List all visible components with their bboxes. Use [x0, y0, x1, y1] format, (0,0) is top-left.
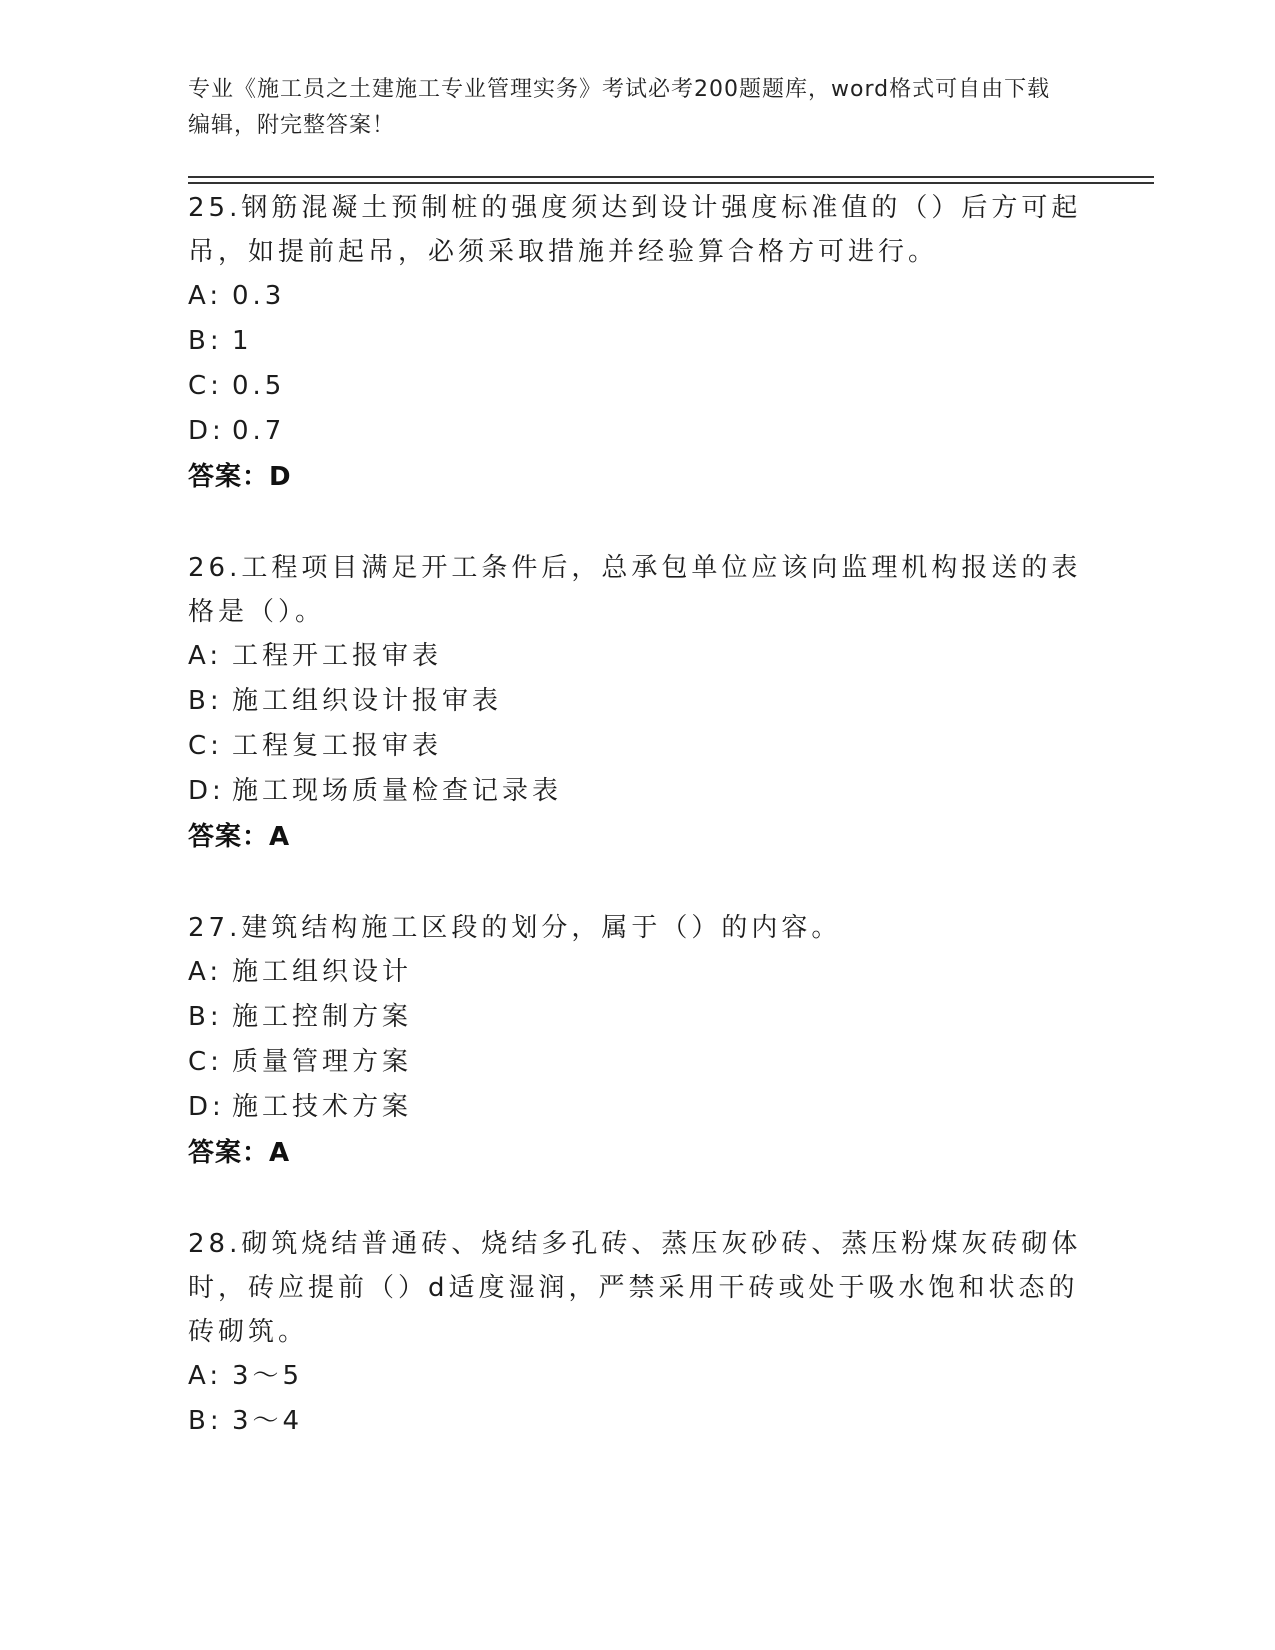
- option-letter: B:: [188, 1002, 223, 1032]
- question-28: [188, 1222, 1088, 1444]
- option-letter: D:: [188, 416, 225, 446]
- option-b: [188, 995, 1088, 1040]
- option-text: 0.3: [232, 281, 286, 311]
- option-letter: B:: [188, 326, 223, 356]
- option-text: 施工组织设计: [232, 957, 413, 987]
- question-stem: 工程项目满足开工条件后，总承包单位应该向监理机构报送的表格是（）。: [188, 553, 1082, 627]
- question-number: 26.: [188, 553, 242, 583]
- answer-line: 答案：A: [188, 822, 291, 852]
- option-b: [188, 1399, 1088, 1444]
- option-a: [188, 634, 1088, 679]
- question-27: [188, 906, 1088, 1176]
- option-c: [188, 1040, 1088, 1085]
- option-letter: A:: [188, 957, 223, 987]
- question-25: [188, 186, 1088, 500]
- question-list: [188, 186, 1088, 1490]
- option-text: 工程开工报审表: [232, 641, 443, 671]
- question-text: [188, 906, 1088, 950]
- question-text: [188, 546, 1088, 634]
- option-letter: A:: [188, 281, 223, 311]
- option-letter: A:: [188, 1361, 223, 1391]
- option-b: [188, 319, 1088, 364]
- option-text: 3～5: [232, 1361, 304, 1391]
- question-number: 25.: [188, 193, 242, 223]
- option-a: [188, 274, 1088, 319]
- option-letter: B:: [188, 1406, 223, 1436]
- option-text: 质量管理方案: [232, 1047, 413, 1077]
- option-letter: C:: [188, 371, 223, 401]
- question-stem: 砌筑烧结普通砖、烧结多孔砖、蒸压灰砂砖、蒸压粉煤灰砖砌体时，砖应提前（）d适度湿润，严禁采用干砖或处于吸水饱和状态的砖砌筑。: [188, 1229, 1082, 1347]
- option-letter: A:: [188, 641, 223, 671]
- option-letter: B:: [188, 686, 223, 716]
- option-text: 1: [232, 326, 253, 356]
- answer-line: 答案：D: [188, 462, 292, 492]
- question-26: [188, 546, 1088, 860]
- option-c: [188, 724, 1088, 769]
- document-header: 专业《施工员之土建施工专业管理实务》考试必考200题题库，word格式可自由下载编辑，附完整答案！: [188, 77, 1051, 138]
- question-text: [188, 1222, 1088, 1354]
- option-d: [188, 409, 1088, 454]
- header-divider-bottom: [188, 182, 1154, 184]
- option-text: 工程复工报审表: [232, 731, 443, 761]
- question-number: 28.: [188, 1229, 242, 1259]
- option-text: 施工技术方案: [232, 1092, 413, 1122]
- option-text: 0.5: [232, 371, 286, 401]
- question-number: 27.: [188, 913, 242, 943]
- option-letter: C:: [188, 1047, 223, 1077]
- option-letter: D:: [188, 1092, 225, 1122]
- option-text: 3～4: [232, 1406, 304, 1436]
- option-text: 施工控制方案: [232, 1002, 413, 1032]
- option-letter: D:: [188, 776, 225, 806]
- option-text: 施工组织设计报审表: [232, 686, 503, 716]
- option-d: [188, 769, 1088, 814]
- option-letter: C:: [188, 731, 223, 761]
- option-a: [188, 1354, 1088, 1399]
- option-c: [188, 364, 1088, 409]
- option-b: [188, 679, 1088, 724]
- option-d: [188, 1085, 1088, 1130]
- option-a: [188, 950, 1088, 995]
- answer-line: 答案：A: [188, 1138, 291, 1168]
- question-text: [188, 186, 1088, 274]
- option-text: 0.7: [232, 416, 286, 446]
- question-stem: 建筑结构施工区段的划分，属于（）的内容。: [241, 913, 842, 943]
- option-text: 施工现场质量检查记录表: [232, 776, 563, 806]
- question-stem: 钢筋混凝土预制桩的强度须达到设计强度标准值的（）后方可起吊，如提前起吊，必须采取措施并经验算合格方可进行。: [188, 193, 1082, 267]
- header-divider-top: [188, 176, 1154, 178]
